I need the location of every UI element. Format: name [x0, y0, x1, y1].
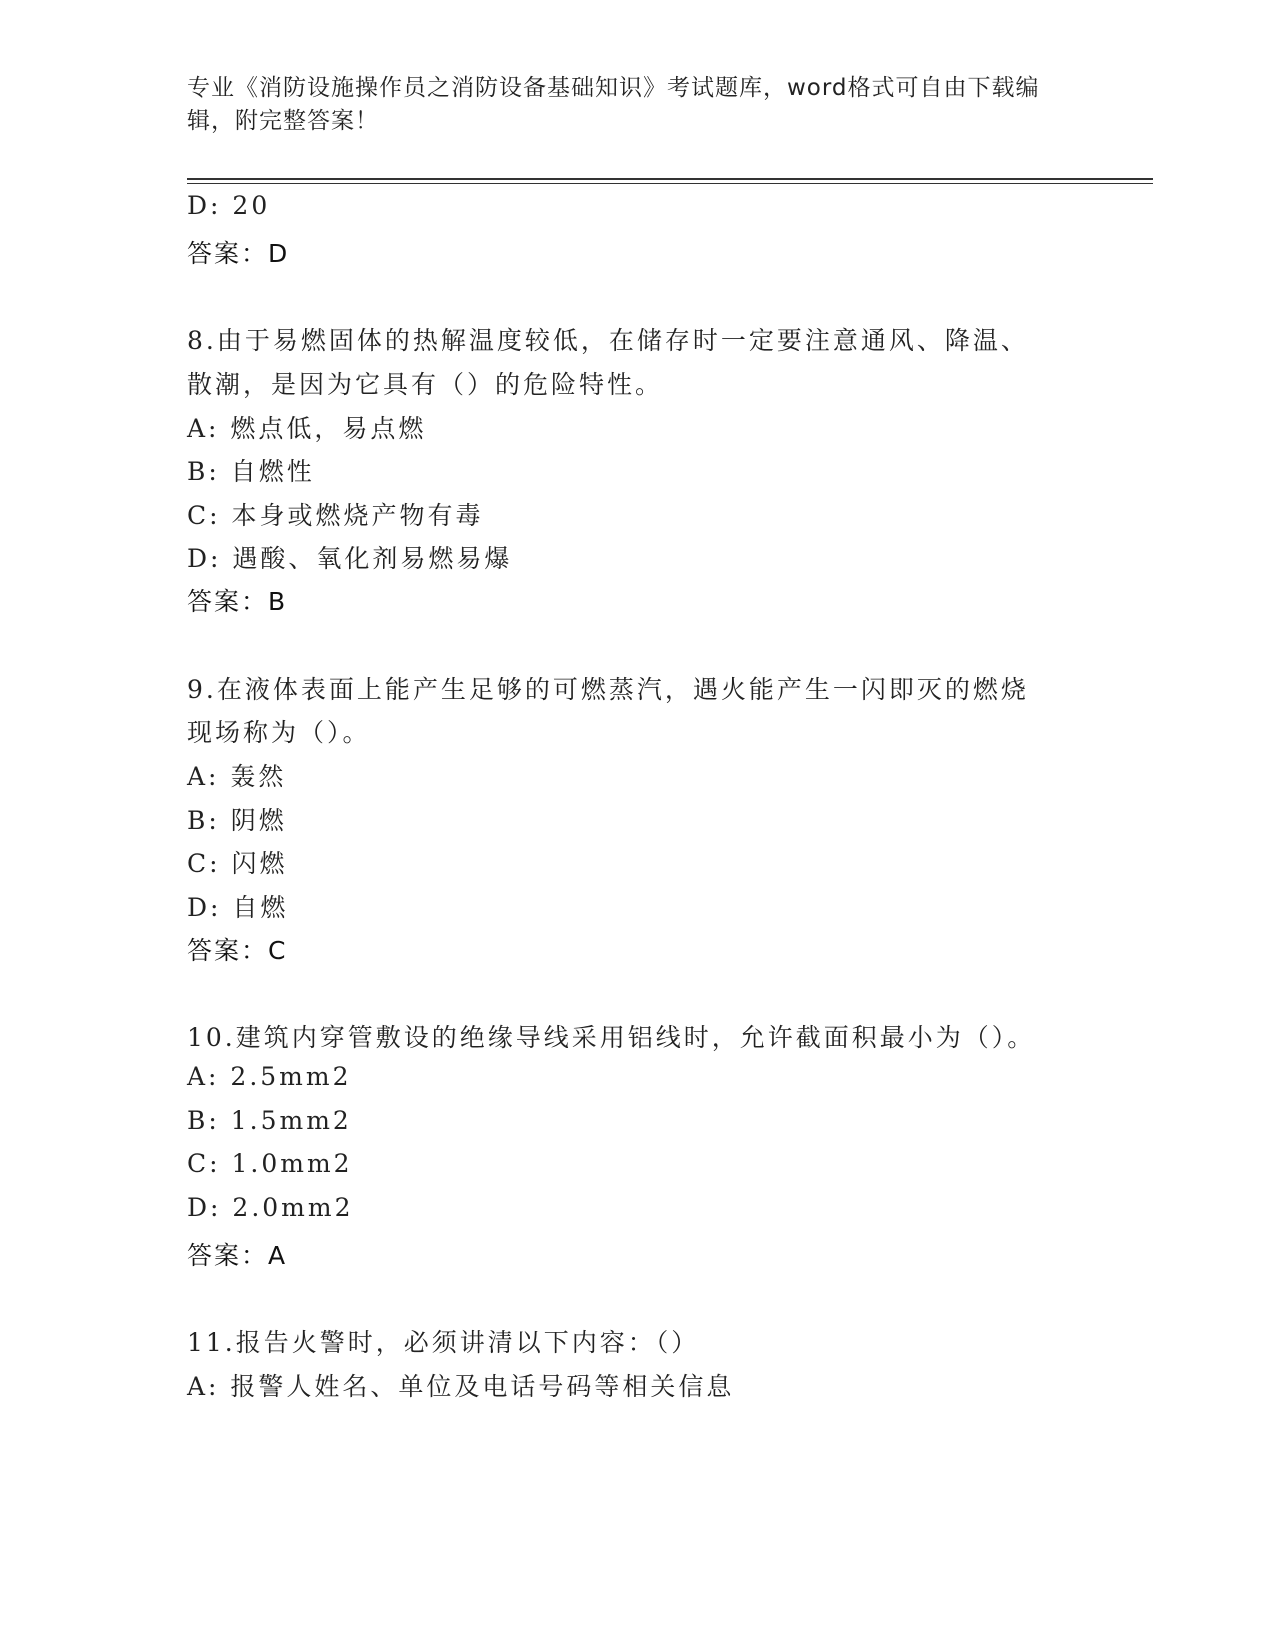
- q10-option-c: C: 1.0mm2: [187, 1149, 353, 1178]
- q9-option-d: D: 自燃: [187, 893, 289, 922]
- q11-option-a: A: 报警人姓名、单位及电话号码等相关信息: [187, 1372, 735, 1401]
- q10-option-d: D: 2.0mm2: [187, 1193, 354, 1222]
- q10-option-b: B: 1.5mm2: [187, 1106, 352, 1135]
- q9-answer: 答案：C: [187, 936, 288, 965]
- q8-stem-line-2: 散潮，是因为它具有（）的危险特性。: [187, 370, 664, 399]
- q9-stem-line-1: 9.在液体表面上能产生足够的可燃蒸汽，遇火能产生一闪即灭的燃烧: [187, 675, 1029, 704]
- q10-stem-line-1: 10.建筑内穿管敷设的绝缘导线采用铝线时，允许截面积最小为（）。: [187, 1023, 1036, 1052]
- q8-option-a: A: 燃点低，易点燃: [187, 414, 427, 443]
- q11-stem-line-1: 11.报告火警时，必须讲清以下内容：（）: [187, 1328, 700, 1357]
- q10-answer: 答案：A: [187, 1241, 288, 1270]
- q7-option-d: D: 20: [187, 191, 271, 220]
- q9-option-c: C: 闪燃: [187, 849, 288, 878]
- q9-option-a: A: 轰然: [187, 762, 287, 791]
- q8-option-b: B: 自燃性: [187, 457, 315, 486]
- q8-answer: 答案：B: [187, 587, 288, 616]
- q7-answer: 答案：D: [187, 239, 290, 268]
- q8-option-d: D: 遇酸、氧化剂易燃易爆: [187, 544, 513, 573]
- q9-stem-line-2: 现场称为（）。: [187, 718, 371, 747]
- header-line-1: 专业《消防设施操作员之消防设备基础知识》考试题库，word格式可自由下载编: [187, 75, 1040, 101]
- q9-option-b: B: 阴燃: [187, 806, 287, 835]
- header-line-2: 辑，附完整答案！: [187, 108, 379, 134]
- q8-option-c: C: 本身或燃烧产物有毒: [187, 501, 484, 530]
- header-divider-thin: [187, 183, 1153, 184]
- header-divider-thick: [187, 178, 1153, 180]
- q8-stem-line-1: 8.由于易燃固体的热解温度较低，在储存时一定要注意通风、降温、: [187, 326, 1029, 355]
- q10-option-a: A: 2.5mm2: [187, 1062, 352, 1091]
- document-header: [187, 72, 1067, 138]
